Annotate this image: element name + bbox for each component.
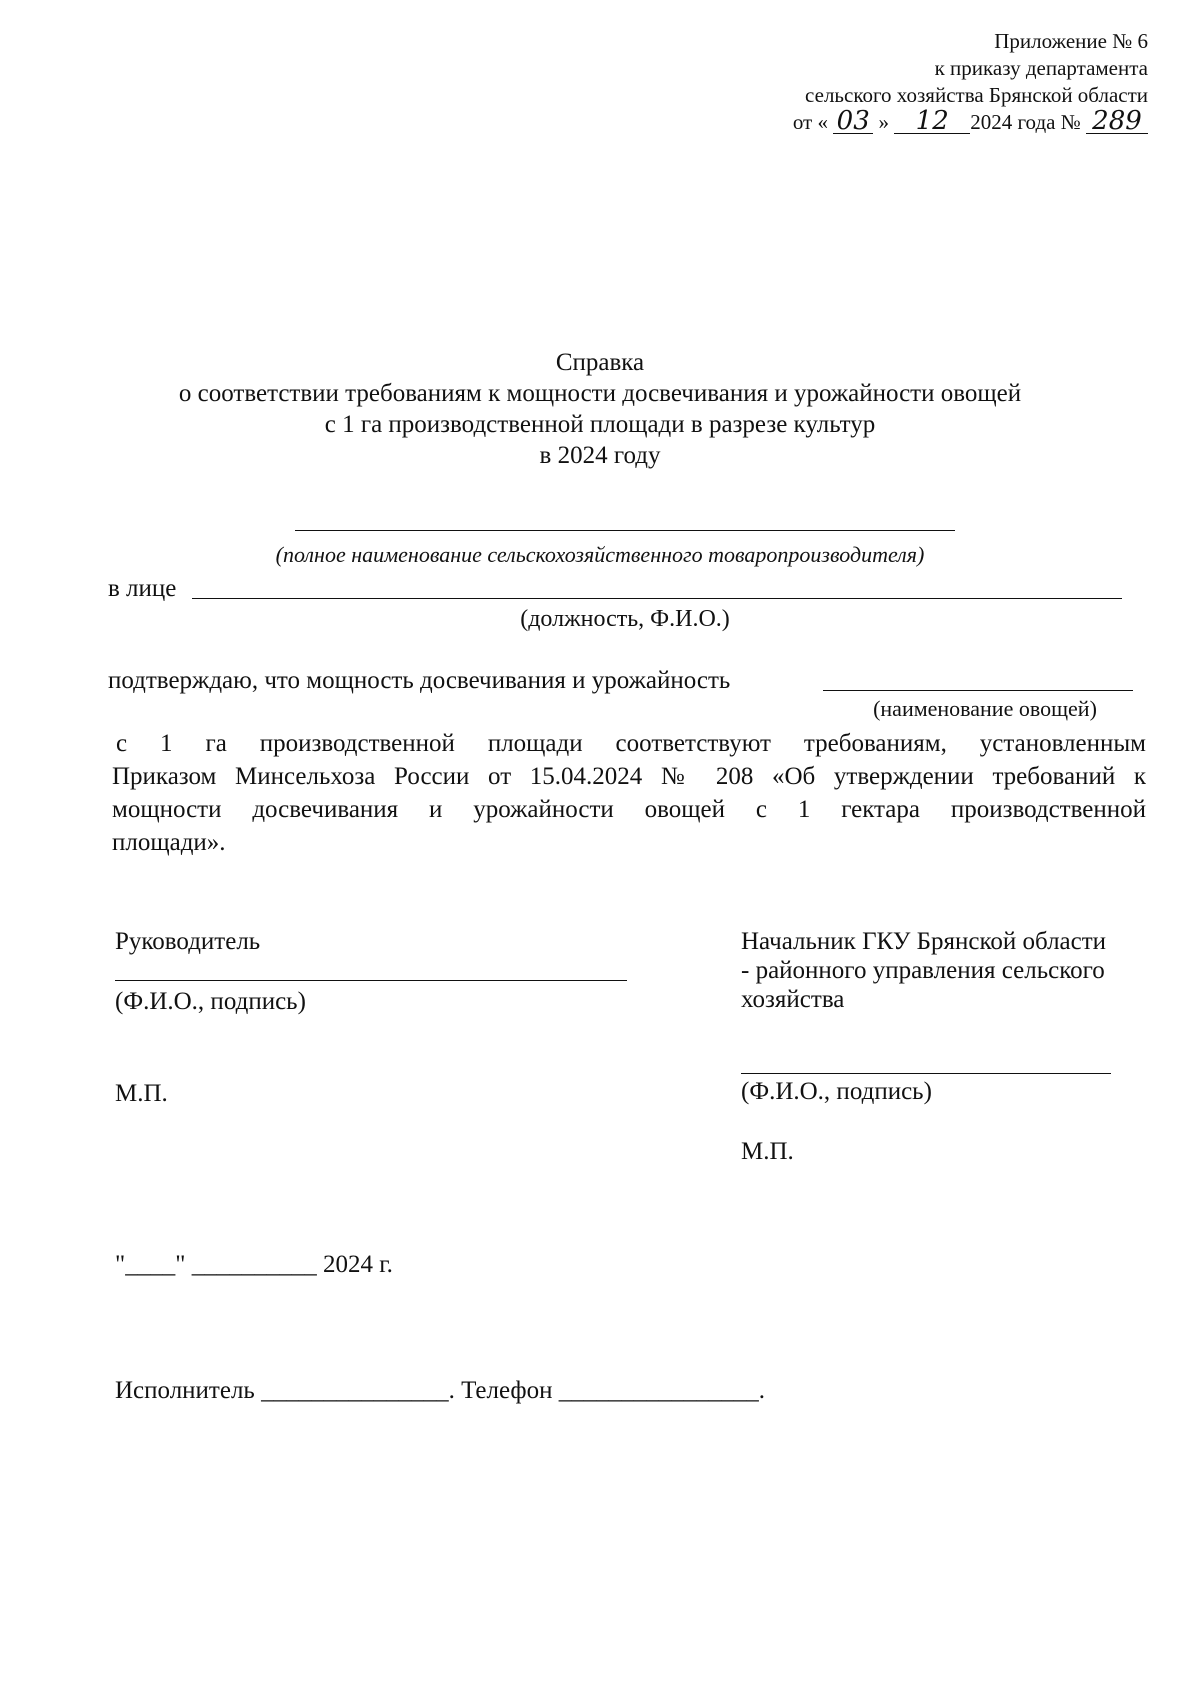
appendix-date-line — [728, 106, 1148, 136]
date-open-quote: " — [115, 1251, 126, 1278]
document-title — [0, 347, 1200, 471]
right-sign-line-2: - районного управления сельского — [741, 957, 1105, 984]
body-line-3: мощности досвечивания и урожайности овощей с 1 гектара производственной — [112, 796, 1146, 823]
producer-caption: (полное наименование сельскохозяйственного товаропроизводителя) — [275, 542, 925, 567]
appendix-line-3: сельского хозяйства Брянской области — [805, 83, 1148, 107]
phone-label: . Телефон — [448, 1377, 553, 1404]
executor-end: . — [758, 1377, 765, 1404]
phone-field[interactable]: ________________ — [558, 1377, 759, 1404]
appendix-line-1: Приложение № 6 — [994, 29, 1148, 53]
vegetables-caption: (наименование овощей) — [873, 696, 1097, 721]
in-person-label: в лице — [108, 575, 177, 602]
date-line[interactable] — [115, 1249, 393, 1281]
body-line-4: площади». — [112, 829, 226, 856]
executor-line — [115, 1375, 765, 1407]
handwritten-order-number: 289 — [1086, 109, 1148, 134]
title-line-2: о соответствии требованиям к мощности досвечивания и урожайности овощей — [178, 380, 1022, 407]
date-year: 2024 года № — [970, 110, 1081, 134]
position-caption: (должность, Ф.И.О.) — [520, 606, 730, 632]
handwritten-month: 12 — [894, 109, 970, 134]
date-close-quote: " — [175, 1251, 186, 1278]
producer-name-field[interactable] — [295, 530, 955, 531]
right-stamp-label: М.П. — [741, 1138, 794, 1165]
body-paragraph — [112, 727, 1146, 859]
right-signature-field[interactable] — [741, 1073, 1111, 1074]
confirm-text: подтверждаю, что мощность досвечивания и урожайность — [108, 667, 731, 694]
left-sign-caption: (Ф.И.О., подпись) — [115, 988, 306, 1015]
vegetables-name-field[interactable] — [823, 690, 1133, 691]
date-blank-month[interactable]: __________ — [191, 1251, 317, 1278]
body-line-2: Приказом Минсельхоза России от 15.04.2024 № 208 «Об утверждении требований к — [112, 763, 1146, 790]
right-sign-line-1: Начальник ГКУ Брянской области — [741, 928, 1107, 955]
date-year-label: 2024 г. — [322, 1251, 393, 1278]
handwritten-day: 03 — [833, 109, 873, 134]
title-line-3: с 1 га производственной площади в разрезе культур — [324, 411, 876, 438]
appendix-header — [728, 28, 1148, 136]
executor-name-field[interactable]: _______________ — [261, 1377, 449, 1404]
position-name-field[interactable] — [192, 598, 1122, 599]
title-line-1: Справка — [555, 349, 645, 376]
appendix-line-2: к приказу департамента — [934, 56, 1148, 80]
left-signature-field[interactable] — [115, 980, 627, 981]
executor-label: Исполнитель — [115, 1377, 255, 1404]
right-sign-line-3: хозяйства — [741, 986, 845, 1013]
date-blank-day[interactable]: ____ — [125, 1251, 176, 1278]
left-stamp-label: М.П. — [115, 1080, 168, 1107]
date-prefix: от « — [792, 110, 828, 134]
left-sign-title: Руководитель — [115, 928, 261, 955]
title-line-4: в 2024 году — [539, 442, 661, 469]
date-mid: » — [878, 110, 889, 134]
body-line-1: с 1 га производственной площади соответствуют требованиям, установленным — [116, 730, 1146, 757]
right-sign-caption: (Ф.И.О., подпись) — [741, 1078, 932, 1105]
